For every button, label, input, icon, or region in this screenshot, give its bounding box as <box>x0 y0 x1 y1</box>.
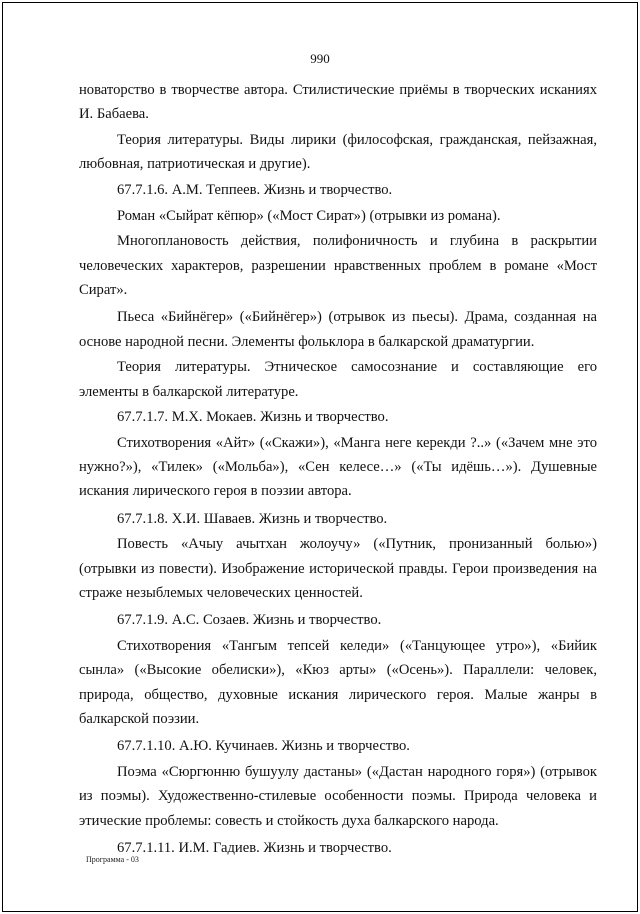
paragraph: Теория литературы. Виды лирики (философская, гражданская, пейзажная, любовная, патриотическая и другие). <box>79 131 597 173</box>
paragraph: Роман «Сыйрат кёпюр» («Мост Сират») (отрывки из романа). <box>117 207 501 224</box>
section-heading: 67.7.1.9. А.С. Созаев. Жизнь и творчество. <box>117 612 382 629</box>
section-heading: 67.7.1.11. И.М. Гадиев. Жизнь и творчество. <box>117 839 392 856</box>
page-number: 990 <box>310 51 330 66</box>
paragraph: Пьеса «Бийнёгер» («Бийнёгер») (отрывок из пьесы). Драма, созданная на основе народной песни. Элементы фольклора в балкарской драматургии. <box>79 309 597 350</box>
paragraph: Стихотворения «Айт» («Скажи»), «Манга неге керекди ?..» («Зачем мне это нужно?»), «Тилек» («Мольба»), «Сен келесе…» («Ты идёшь…»). Душевные искания лирического героя в поэзии автора. <box>79 434 597 500</box>
paragraph: Поэма «Сюргюнню бушуулу дастаны» («Дастан народного горя») (отрывок из поэмы). Художественно-стилевые особенности поэмы. Природа человека и этические проблемы: совесть и стойкость духа балкарского народа. <box>79 763 597 829</box>
paragraph: Стихотворения «Тангым тепсей келеди» («Танцующее утро»), «Бийик сынла» («Высокие обелиски»), «Кюз арты» («Осень»). Параллели: человек, природа, общество, духовные искания лирического героя. Малые жанры в балкарской поэзии. <box>79 638 597 727</box>
paragraph: Многоплановость действия, полифоничность и глубина в раскрытии человеческих характеров, разрешении нравственных проблем в романе «Мост Сират». <box>79 233 597 298</box>
document-body <box>79 78 597 862</box>
paragraph: Повесть «Ачыу ачытхан жолоучу» («Путник, пронизанный болью») (отрывки из повести). Изображение исторической правды. Герои произведения на страже незыблемых человеческих ценностей. <box>79 536 597 602</box>
paragraph: новаторство в творчестве автора. Стилистические приёмы в творческих исканиях И. Бабаева. <box>79 82 597 123</box>
section-heading: 67.7.1.6. А.М. Теппеев. Жизнь и творчество. <box>117 181 393 198</box>
footer-note: Программа - 03 <box>86 855 139 864</box>
paragraph: Теория литературы. Этническое самосознание и составляющие его элементы в балкарской литературе. <box>79 359 597 400</box>
section-heading: 67.7.1.10. А.Ю. Кучинаев. Жизнь и творчество. <box>117 738 410 755</box>
section-heading: 67.7.1.7. М.Х. Мокаев. Жизнь и творчество. <box>117 409 389 426</box>
section-heading: 67.7.1.8. Х.И. Шаваев. Жизнь и творчество. <box>117 510 388 527</box>
